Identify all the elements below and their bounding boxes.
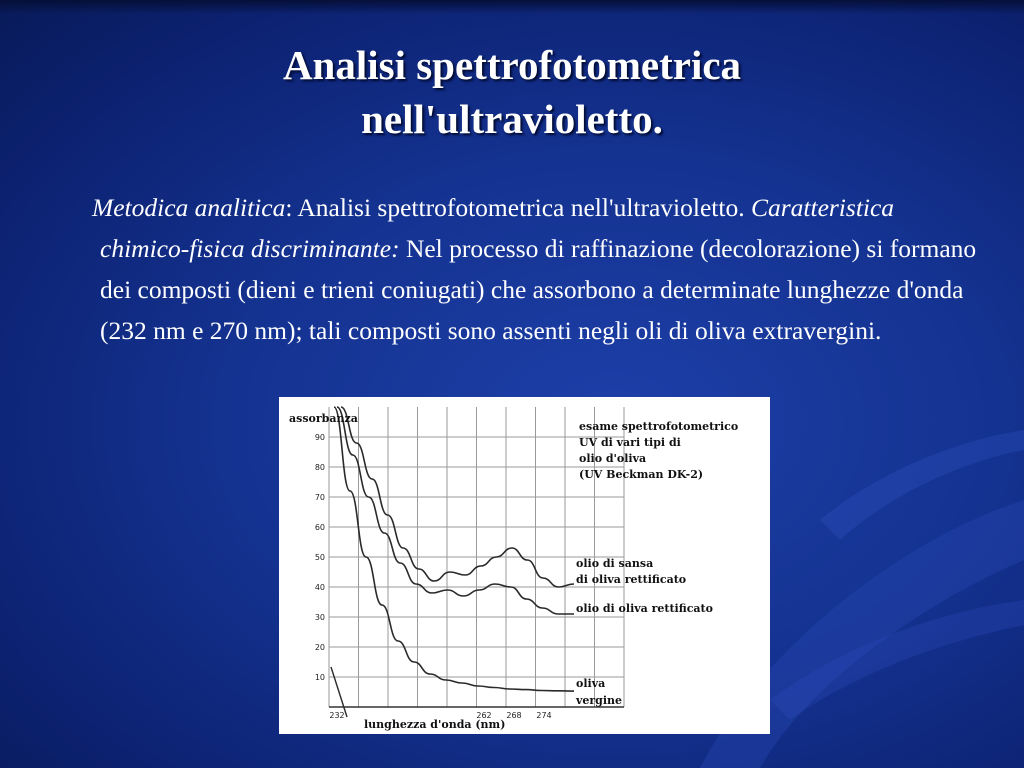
y-tick-label: 10: [314, 673, 325, 682]
slide-title-line-1: Analisi spettrofotometrica: [282, 42, 742, 88]
series-line-rettificato: [337, 407, 574, 614]
y-tick-label: 30: [314, 613, 325, 622]
x-tick-label: 268: [506, 711, 522, 720]
x-axis-label: lunghezza d'onda (nm): [364, 718, 506, 731]
series-labels: [575, 557, 713, 707]
series-line-vergine: [334, 407, 574, 691]
chart-title-line-2: UV di vari tipi di: [579, 436, 681, 449]
y-tick-label: 50: [314, 553, 325, 562]
slide-body: [92, 187, 980, 351]
y-axis-label: assorbanza: [289, 412, 358, 425]
method-label: Metodica analitica: [92, 193, 286, 222]
y-tick-label: 70: [314, 493, 325, 502]
series-label-sansa-line-2: di oliva rettificato: [576, 573, 687, 586]
y-tick-label: 80: [314, 463, 325, 472]
series-label-rettificato: olio di oliva rettificato: [576, 602, 713, 615]
y-tick-label: 90: [314, 433, 325, 442]
chart-title-line-1: esame spettrofotometrico: [579, 420, 739, 433]
y-tick-label: 60: [314, 523, 325, 532]
slide-title: [0, 38, 1024, 146]
series-label-vergine-line-2: vergine: [576, 694, 623, 707]
body-paragraph: [92, 187, 980, 351]
chart-svg: [279, 397, 770, 734]
chart-series: [331, 407, 574, 717]
x-tick-label: 232: [329, 711, 345, 720]
chart-title-line-4: (UV Beckman DK-2): [579, 468, 704, 481]
slide-title-line-2: nell'ultravioletto.: [361, 96, 663, 142]
series-label-sansa-line-1: olio di sansa: [576, 557, 654, 570]
chart-title-line-3: olio d'oliva: [579, 452, 647, 465]
x-tick-label: 262: [476, 711, 492, 720]
y-tick-label: 40: [314, 583, 325, 592]
y-tick-label: 20: [314, 643, 325, 652]
top-dark-band: [0, 0, 1024, 14]
series-label-vergine-line-1: oliva: [576, 677, 606, 690]
method-text: : Analisi spettrofotometrica nell'ultravioletto.: [285, 193, 745, 222]
characteristic-text: Nel processo di raffinazione (decolorazione) si formano dei composti (dieni e trieni coniugati) che assorbono a determinate lunghezze d'onda (232 nm e 270 nm); tali composti sono assenti negli oli di oliva extravergini.: [100, 234, 977, 345]
chart-title-block: [579, 420, 738, 481]
uv-spectrum-chart: [279, 397, 770, 734]
characteristic-label: Caratteristica chimico-fisica discriminante:: [100, 193, 895, 263]
x-tick-label: 274: [536, 711, 552, 720]
series-line-steep-start: [331, 667, 347, 717]
y-tick-labels: [315, 433, 325, 682]
